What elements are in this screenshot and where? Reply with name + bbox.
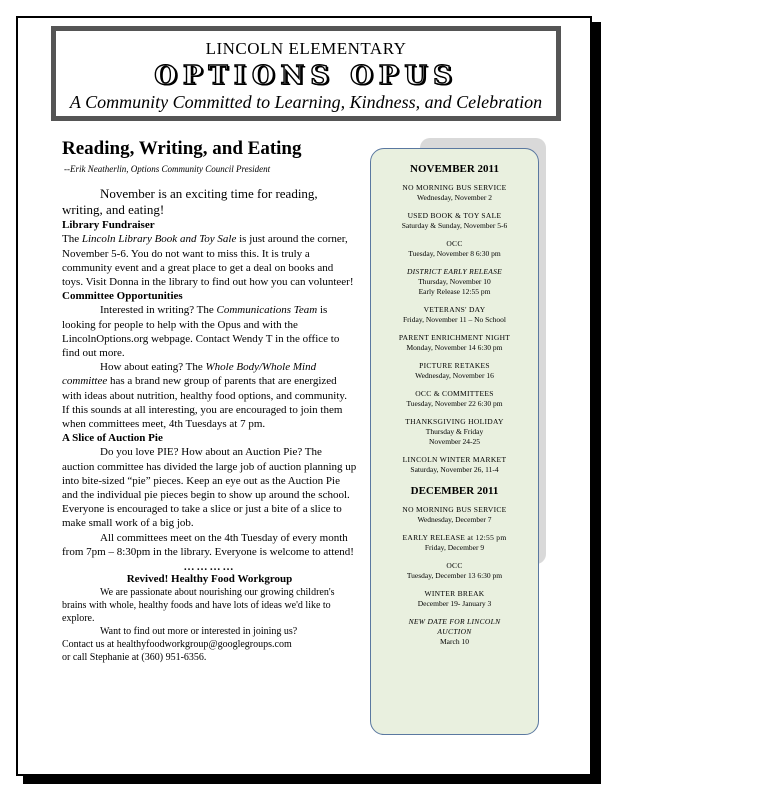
calendar-event	[371, 389, 538, 409]
event-title: NO MORNING BUS SERVICE	[402, 183, 507, 192]
committee-p1-italic: Communications Team	[216, 304, 318, 317]
event-title: PARENT ENRICHMENT NIGHT	[398, 333, 511, 342]
committee-p2-text-b: has a brand new group of parents that are energized with ideas about nutrition, healthy food options, and community. If this sounds at all interesting, you are encouraged to join them when committees meet, 4th Tuesdays at 7 pm.	[62, 375, 347, 431]
event-detail: March 10	[440, 637, 469, 646]
calendar-event	[371, 533, 538, 553]
event-title: LINCOLN WINTER MARKET	[402, 455, 507, 464]
november-heading: NOVEMBER 2011	[410, 163, 499, 175]
event-title: OCC & COMMITTEES	[415, 389, 494, 398]
revived-heading: Revived! Healthy Food Workgroup	[126, 573, 293, 586]
main-article	[62, 138, 357, 664]
event-title: NO MORNING BUS SERVICE	[402, 505, 507, 514]
committee-paragraph-2	[62, 360, 357, 431]
calendar-event	[371, 183, 538, 203]
article-byline: --Erik Neatherlin, Options Community Council President	[64, 164, 271, 174]
revived-contact-phone: or call Stephanie at (360) 951-6356.	[62, 652, 207, 664]
event-title: PICTURE RETAKES	[419, 361, 490, 370]
tagline: A Community Committed to Learning, Kindness, and Celebration	[69, 92, 543, 112]
article-intro: November is an exciting time for reading, writing, and eating!	[62, 186, 318, 218]
event-detail: Tuesday, November 22 6:30 pm	[406, 399, 503, 408]
event-detail: December 19- January 3	[417, 599, 492, 608]
calendar-event	[371, 589, 538, 609]
library-text-italic: Lincoln Library Book and Toy Sale	[81, 233, 237, 246]
committee-heading: Committee Opportunities	[62, 290, 183, 303]
calendar-event	[371, 617, 538, 647]
newsletter-page	[16, 16, 592, 776]
event-detail: Saturday, November 26, 11-4	[410, 465, 499, 474]
committee-p2-italic: Whole Body/Whole Mind committee	[62, 361, 317, 388]
pie-paragraph-2: All committees meet on the 4th Tuesday of every month from 7pm – 8:30pm in the library. Everyone is welcome to attend!	[62, 531, 354, 558]
event-title: THANKSGIVING HOLIDAY	[405, 417, 504, 426]
event-title: VETERANS' DAY	[423, 305, 486, 314]
event-title: DISTRICT EARLY RELEASE	[406, 267, 503, 276]
section-divider: …………	[183, 561, 236, 574]
masthead-inner	[56, 31, 556, 116]
event-title: WINTER BREAK	[424, 589, 485, 598]
event-detail: Wednesday, December 7	[417, 515, 492, 524]
event-title: OCC	[446, 561, 463, 570]
event-detail: Wednesday, November 2	[417, 193, 492, 202]
library-heading: Library Fundraiser	[62, 219, 155, 232]
calendar-event	[371, 417, 538, 447]
calendar-event	[371, 239, 538, 259]
revived-contact-email: Contact us at healthyfoodworkgroup@googlegroups.com	[62, 639, 292, 651]
masthead	[51, 26, 561, 121]
event-detail: Monday, November 14 6:30 pm	[406, 343, 503, 352]
event-detail: Thursday & Friday	[425, 427, 484, 436]
calendar-event	[371, 361, 538, 381]
calendar-event	[371, 561, 538, 581]
calendar-event	[371, 305, 538, 325]
event-detail: Wednesday, November 16	[415, 371, 494, 380]
event-detail-2: Early Release 12:55 pm	[418, 287, 491, 296]
event-detail: Saturday & Sunday, November 5-6	[401, 221, 508, 230]
calendar-event	[371, 455, 538, 475]
event-detail: Tuesday, November 8 6:30 pm	[408, 249, 501, 258]
event-detail: Tuesday, December 13 6:30 pm	[406, 571, 503, 580]
event-detail: Thursday, November 10	[418, 277, 491, 286]
event-detail-2: November 24-25	[428, 437, 481, 446]
december-heading: DECEMBER 2011	[410, 485, 499, 497]
committee-p1-text-b: is looking for people to help with the Opus and with the LincolnOptions.org webpage. Contact Wendy T in the office to find out more.	[62, 304, 340, 360]
revived-paragraph-1: We are passionate about nourishing our growing children's brains with whole, healthy foods and have lots of ideas we'd like to explore.	[62, 587, 335, 625]
event-detail: Friday, December 9	[424, 543, 485, 552]
event-detail: Friday, November 11 – No School	[403, 315, 506, 324]
event-title: USED BOOK & TOY SALE	[407, 211, 502, 220]
calendar-sidebar	[370, 148, 539, 735]
committee-p1-text-a: Interested in writing? The	[100, 304, 217, 317]
calendar-event	[371, 267, 538, 297]
calendar-event	[371, 333, 538, 353]
library-text-a: The	[62, 233, 82, 246]
event-title: NEW DATE FOR LINCOLN AUCTION	[408, 617, 501, 636]
committee-paragraph-1	[62, 303, 357, 360]
revived-paragraph-2: Want to find out more or interested in joining us?	[100, 626, 298, 638]
newsletter-title: OPTIONS OPUS	[154, 61, 458, 91]
article-title: Reading, Writing, and Eating	[62, 138, 302, 159]
committee-p2-text-a: How about eating? The	[100, 361, 206, 374]
library-paragraph	[62, 232, 357, 289]
calendar-event	[371, 505, 538, 525]
calendar-event	[371, 211, 538, 231]
event-title: OCC	[446, 239, 463, 248]
event-title: EARLY RELEASE at 12:55 pm	[402, 533, 507, 542]
pie-paragraph-1: Do you love PIE? How about an Auction Pie? The auction committee has divided the large job of auction planning up into bite-sized “pie” pieces. Keep an eye out as the Auction Pie and the individual pie pieces begin to show up around the school. Everyone is encouraged to take a slice or just a bite of a slice to make small work of a big job.	[62, 446, 357, 530]
pie-heading: A Slice of Auction Pie	[62, 432, 163, 445]
school-name: LINCOLN ELEMENTARY	[205, 39, 407, 58]
library-text-b: is just around the corner, November 5-6. You do not want to miss this. It is truly a community event and a great place to get a deal on books and toys. Visit Donna in the library to find out how you can volunteer!	[62, 233, 354, 289]
